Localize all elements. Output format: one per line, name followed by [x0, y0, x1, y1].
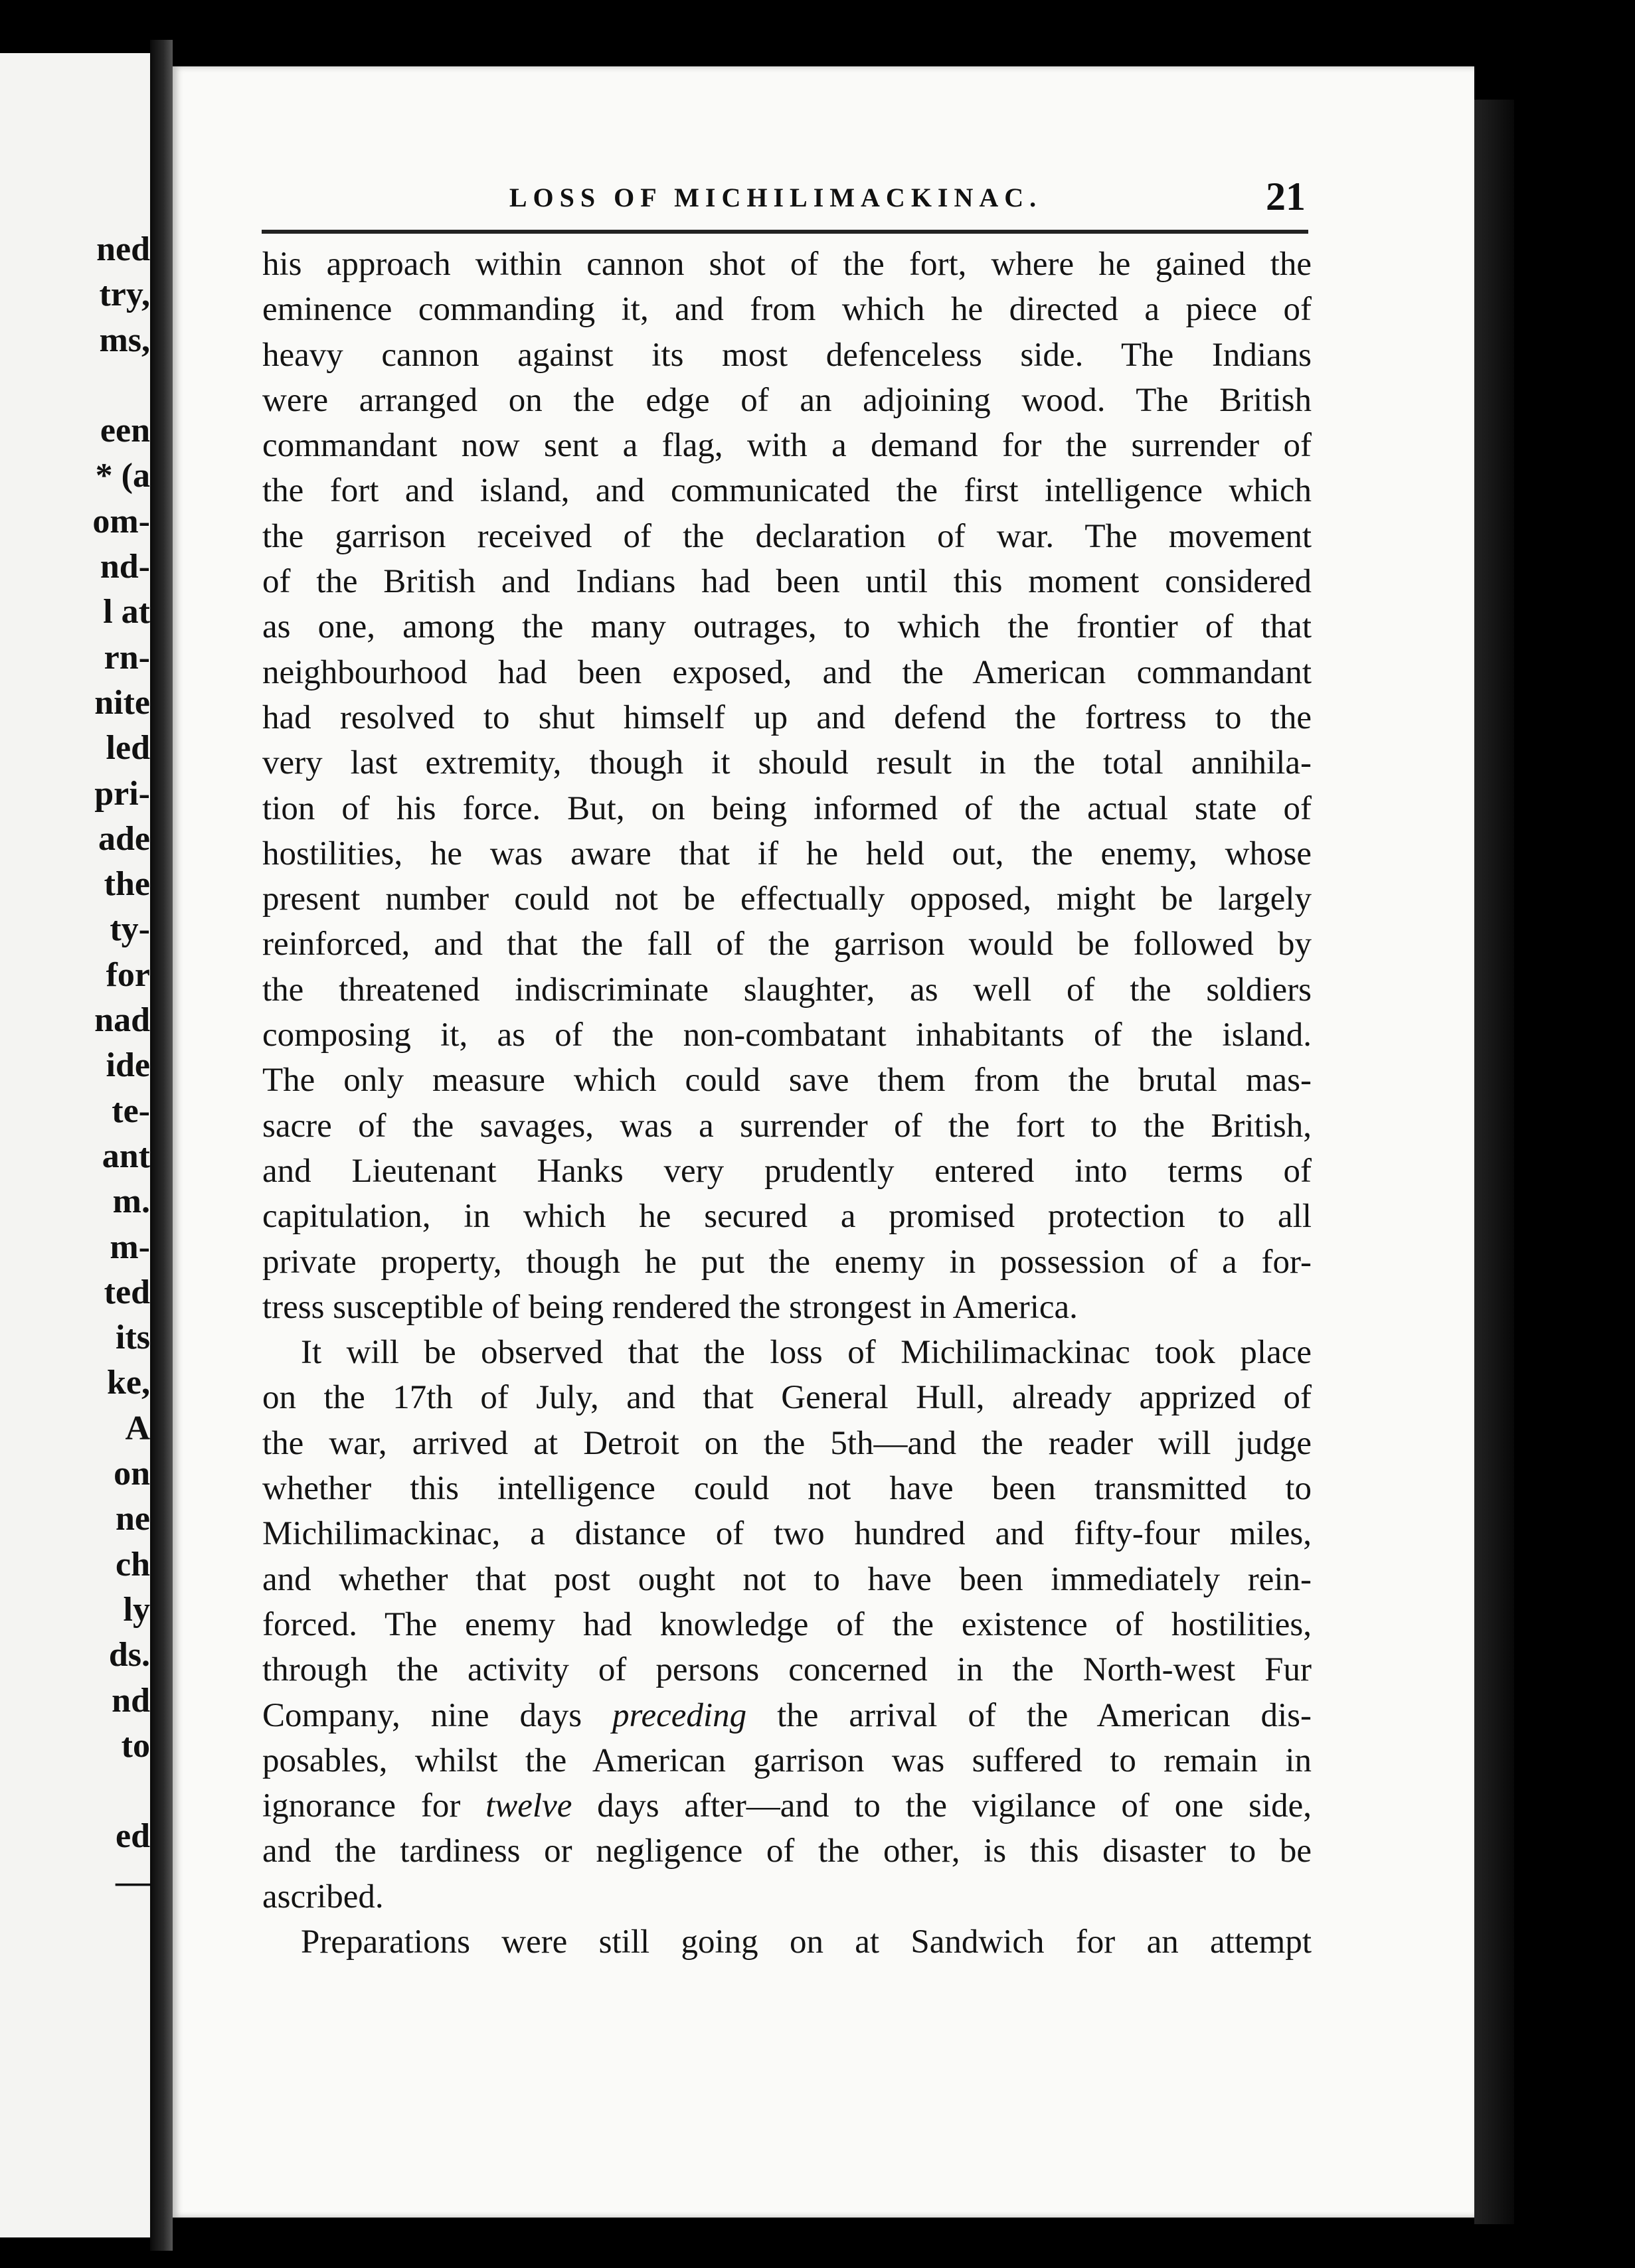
paragraph: [262, 1330, 1312, 1919]
fragment-text: its: [116, 1319, 150, 1357]
page-number: 21: [1266, 175, 1306, 218]
fragment-text: pri-: [94, 774, 150, 813]
book-gutter: [150, 40, 173, 2251]
text-line: and the tardiness or negligence of the other, is this disaster to be: [262, 1832, 1312, 1870]
text-line: composing it, as of the non-combatant inhabitants of the island.: [262, 1016, 1312, 1054]
body-text: [262, 242, 1312, 1965]
text-line: his approach within cannon shot of the fort, where he gained the: [262, 246, 1312, 283]
fragment-text: ch: [116, 1545, 150, 1583]
fragment-text: nite: [94, 683, 150, 722]
text-run: days after—and to the vigilance of one side,: [572, 1787, 1312, 1825]
text-line: very last extremity, though it should result in the total annihila-: [262, 744, 1312, 782]
text-line: the garrison received of the declaration of war. The movement: [262, 517, 1312, 555]
text-line: as one, among the many outrages, to which the frontier of that: [262, 608, 1312, 646]
fragment-text: —: [116, 1862, 150, 1901]
text-line: private property, though he put the enemy in possession of a for-: [262, 1243, 1312, 1281]
text-line: [262, 1693, 1312, 1738]
text-line: Preparations were still going on at Sandwich for an attempt: [301, 1923, 1312, 1961]
text-line: reinforced, and that the fall of the garrison would be followed by: [262, 926, 1312, 963]
text-line: It will be observed that the loss of Michilimackinac took place: [301, 1334, 1312, 1372]
text-line: forced. The enemy had knowledge of the existence of hostilities,: [262, 1605, 1312, 1643]
fragment-text: rn-: [104, 638, 150, 677]
fragment-text: [11, 363, 150, 408]
fragment-text: [11, 1769, 150, 1814]
text-line: eminence commanding it, and from which he directed a piece of: [262, 291, 1312, 329]
fragment-text: ty-: [110, 910, 150, 949]
header-rule: [262, 230, 1308, 234]
fragment-text: led: [106, 729, 150, 768]
previous-page-edge: [0, 53, 150, 2237]
text-line: hostilities, he was aware that if he held out, the enemy, whose: [262, 835, 1312, 872]
page-right-edge: [1474, 100, 1514, 2224]
text-line: had resolved to shut himself up and defend the fortress to the: [262, 698, 1312, 736]
text-line: whether this intelligence could not have been transmitted to: [262, 1470, 1312, 1508]
text-line: the war, arrived at Detroit on the 5th—and the reader will judge: [262, 1424, 1312, 1462]
text-line: The only measure which could save them from the brutal mas-: [262, 1062, 1312, 1099]
fragment-text: ly: [123, 1590, 150, 1629]
fragment-text: * (a: [95, 457, 150, 495]
paragraph: [262, 242, 1312, 1330]
fragment-text: nad: [94, 1001, 150, 1040]
text-line: the threatened indiscriminate slaughter, as well of the soldiers: [262, 971, 1312, 1009]
text-line: commandant now sent a flag, with a demand for the surrender of: [262, 427, 1312, 465]
text-line: tion of his force. But, on being informed of the actual state of: [262, 789, 1312, 827]
text-line: sacre of the savages, was a surrender of the fort to the British,: [262, 1107, 1312, 1145]
fragment-text: A: [125, 1409, 150, 1447]
text-line: through the activity of persons concerned in the North-west Fur: [262, 1651, 1312, 1689]
text-line: the fort and island, and communicated the first intelligence which: [262, 472, 1312, 510]
text-line: of the British and Indians had been until this moment considered: [262, 563, 1312, 601]
text-run: ignorance for: [262, 1787, 486, 1825]
fragment-text: to: [121, 1726, 150, 1765]
text-line: ascribed.: [262, 1878, 384, 1915]
italic-word: twelve: [485, 1787, 572, 1825]
fragment-text: the: [104, 865, 150, 904]
fragment-text: nd-: [100, 548, 150, 586]
fragment-text: l at: [103, 593, 150, 631]
fragment-text: ade: [98, 819, 150, 858]
text-line: present number could not be effectually opposed, might be largely: [262, 880, 1312, 918]
fragment-text: m-: [110, 1228, 150, 1266]
page-header: [264, 174, 1306, 227]
text-run: the arrival of the American dis-: [746, 1696, 1312, 1734]
fragment-text: nd: [112, 1681, 150, 1720]
fragment-text: ne: [116, 1500, 150, 1538]
fragment-text: ms,: [99, 321, 150, 359]
fragment-text: ed: [116, 1817, 150, 1856]
fragment-text: ant: [102, 1137, 150, 1175]
text-line: and Lieutenant Hanks very prudently entered into terms of: [262, 1152, 1312, 1190]
fragment-text: ds.: [108, 1636, 150, 1674]
fragment-text: try,: [99, 276, 150, 314]
text-line: capitulation, in which he secured a promised protection to all: [262, 1198, 1312, 1236]
fragment-text: on: [114, 1455, 150, 1493]
text-line: [262, 1783, 1312, 1828]
paragraph: [262, 1919, 1312, 1965]
fragment-text: ted: [104, 1273, 150, 1311]
text-line: heavy cannon against its most defenceless side. The Indians: [262, 336, 1312, 374]
text-line: Michilimackinac, a distance of two hundred and fifty-four miles,: [262, 1515, 1312, 1553]
text-line: and whether that post ought not to have been immediately rein-: [262, 1560, 1312, 1598]
fragment-text: ke,: [107, 1364, 150, 1402]
fragment-text: te-: [112, 1092, 150, 1130]
previous-page-text-fragments: [11, 227, 150, 1905]
italic-word: preceding: [612, 1696, 747, 1734]
fragment-text: een: [100, 412, 150, 450]
running-title: LOSS OF MICHILIMACKINAC.: [509, 183, 1043, 212]
text-line: neighbourhood had been exposed, and the American commandant: [262, 653, 1312, 691]
text-line: tress susceptible of being rendered the strongest in America.: [262, 1288, 1078, 1326]
text-line: posables, whilst the American garrison was suffered to remain in: [262, 1742, 1312, 1779]
text-line: on the 17th of July, and that General Hull, already apprized of: [262, 1379, 1312, 1417]
fragment-text: ned: [96, 230, 150, 268]
text-run: Company, nine days: [262, 1696, 613, 1734]
text-line: were arranged on the edge of an adjoining wood. The British: [262, 381, 1312, 419]
fragment-text: for: [106, 955, 150, 994]
fragment-text: m.: [112, 1182, 150, 1221]
fragment-text: ide: [106, 1046, 150, 1085]
fragment-text: om-: [92, 502, 150, 540]
